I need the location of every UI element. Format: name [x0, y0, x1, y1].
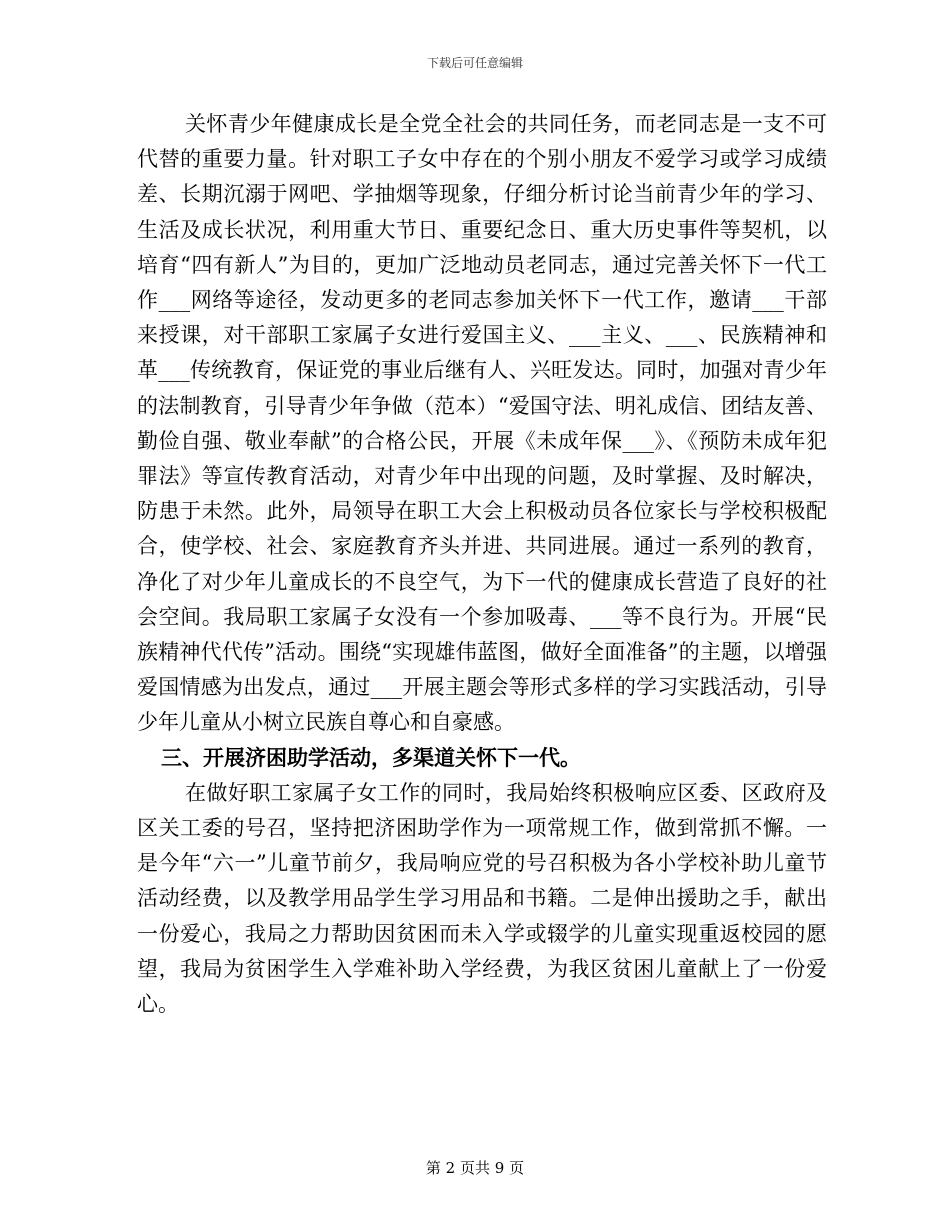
body-paragraph-youth-care: 关怀青少年健康成长是全党全社会的共同任务，而老同志是一支不可代替的重要力量。针对职工子女中存在的个别小朋友不爱学习或学习成绩差、长期沉溺于网吧、学抽烟等现象，仔细分析讨论当前青少年的学习、生活及成长状况，利用重大节日、重要纪念日、重大历史事件等契机，以培育“四有新人”为目的，更加广泛地动员老同志，通过完善关怀下一代工作___网络等途径，发动更多的老同志参加关怀下一代工作，邀请___干部来授课，对干部职工家属子女进行爱国主义、___主义、___、民族精神和革___传统教育，保证党的事业后继有人、兴旺发达。同时，加强对青少年的法制教育，引导青少年争做（范本）“爱国守法、明礼成信、团结友善、勤俭自强、敬业奉献”的合格公民，开展《未成年保___》、《预防未成年犯罪法》等宣传教育活动，对青少年中出现的问题，及时掌握、及时解决，防患于未然。此外，局领导在职工大会上积极动员各位家长与学校积极配合，使学校、社会、家庭教育齐头并进、共同进展。通过一系列的教育，净化了对少年儿童成长的不良空气，为下一代的健康成长营造了良好的社会空间。我局职工家属子女没有一个参加吸毒、___等不良行为。开展“民族精神代代传”活动。围绕“实现雄伟蓝图，做好全面准备”的主题，以增强爱国情感为出发点，通过___开展主题会等形式多样的学习实践活动，引导少年儿童从小树立民族自尊心和自豪感。	[137, 112, 827, 735]
section-heading-assistance: 三、开展济困助学活动，多渠道关怀下一代。	[161, 745, 581, 770]
body-paragraph-assistance: 在做好职工家属子女工作的同时，我局始终积极响应区委、区政府及区关工委的号召，坚持把济困助学作为一项常规工作，做到常抓不懈。一是今年“六一”儿童节前夕，我局响应党的号召积极为各小学校补助儿童节活动经费，以及教学用品学生学习用品和书籍。二是伸出援助之手，献出一份爱心，我局之力帮助因贫困而未入学或辍学的儿童实现重返校园的愿望，我局为贫困学生入学难补助入学经费，为我区贫困儿童献上了一份爱心。	[137, 780, 827, 1017]
document-body	[137, 107, 827, 1022]
page-footer: 第 2 页共 9 页	[425, 1159, 525, 1177]
page-header: 下载后可任意编辑	[426, 56, 523, 70]
